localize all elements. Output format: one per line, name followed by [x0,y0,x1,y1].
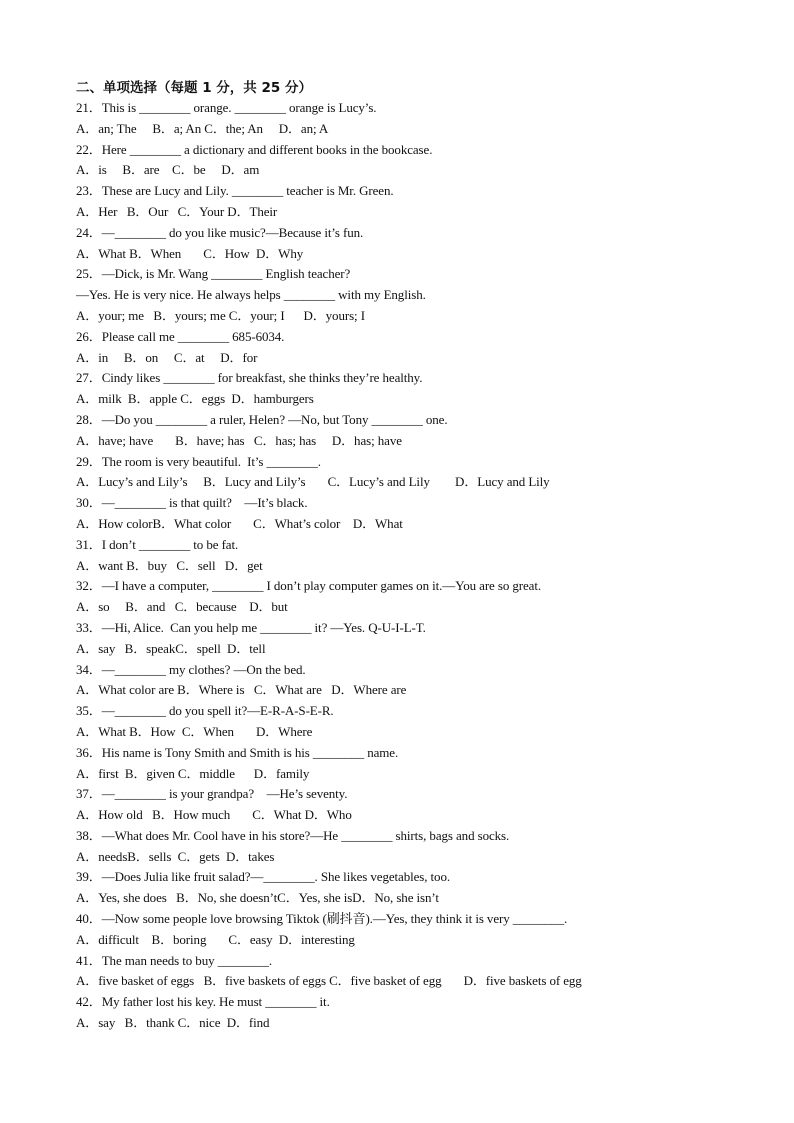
options-35: A．What B．How C．When D．Where [76,723,313,739]
options-39: A．Yes, she does B．No, she doesn’tC．Yes, she isD．No, she isn’t [76,890,439,906]
question-41: 41．The man needs to buy ________. [76,952,273,968]
question-28: 28．—Do you ________ a ruler, Helen? —No, but Tony ________ one. [76,411,448,427]
options-40: A．difficult B．boring C．easy D．interesting [76,931,355,947]
question-40: 40．—Now some people love browsing Tiktok (刷抖音).—Yes, they think it is very ________. [76,911,568,927]
question-34: 34．—________ my clothes? —On the bed. [76,661,306,677]
question-24: 24．—________ do you like music?—Because it’s fun. [76,224,364,240]
question-35: 35．—________ do you spell it?—E-R-A-S-E-R. [76,703,334,719]
options-37: A．How old B．How much C．What D．Who [76,807,352,823]
options-22: A．is B．are C．be D．am [76,162,260,178]
question-22: 22．Here ________ a dictionary and different books in the bookcase. [76,141,433,157]
question-25: 25．—Dick, is Mr. Wang ________ English teacher? [76,266,351,282]
question-23: 23．These are Lucy and Lily. ________ teacher is Mr. Green. [76,183,394,199]
options-23: A．Her B．Our C．Your D．Their [76,203,278,219]
options-42: A．say B．thank C．nice D．find [76,1015,270,1031]
options-33: A．say B．speakC．spell D．tell [76,640,266,656]
options-31: A．want B．buy C．sell D．get [76,557,263,573]
options-36: A．first B．given C．middle D．family [76,765,310,781]
options-34: A．What color are B．Where is C．What are D．Where are [76,682,407,698]
options-41: A．five basket of eggs B．five baskets of eggs C．five basket of egg D．five baskets of egg [76,973,582,989]
options-28: A．have; have B．have; has C．has; has D．has; have [76,432,402,448]
options-30: A．How colorB．What color C．What’s color D．What [76,515,403,531]
options-21: A．an; The B．a; An C．the; An D．an; A [76,120,329,136]
options-38: A．needsB．sells C．gets D．takes [76,848,275,864]
section-heading: 二、单项选择（每题 1 分，共 25 分） [76,80,312,96]
question-30: 30．—________ is that quilt? —It’s black. [76,495,308,511]
question-25-line-2: —Yes. He is very nice. He always helps ________ with my English. [76,287,426,303]
question-38: 38．—What does Mr. Cool have in his store?—He ________ shirts, bags and socks. [76,827,510,843]
options-24: A．What B．When C．How D．Why [76,245,304,261]
question-31: 31．I don’t ________ to be fat. [76,536,239,552]
question-32: 32．—I have a computer, ________ I don’t play computer games on it.—You are so great. [76,578,542,594]
options-29: A．Lucy’s and Lily’s B．Lucy and Lily’s C．Lucy’s and Lily D．Lucy and Lily [76,474,550,490]
options-25: A．your; me B．yours; me C．your; I D．yours; I [76,307,365,323]
question-33: 33．—Hi, Alice. Can you help me ________ it? —Yes. Q-U-I-L-T. [76,619,426,635]
question-42: 42．My father lost his key. He must ________ it. [76,994,330,1010]
question-29: 29．The room is very beautiful. It’s ________. [76,453,321,469]
options-32: A．so B．and C．because D．but [76,599,288,615]
question-36: 36．His name is Tony Smith and Smith is his ________ name. [76,744,399,760]
question-37: 37．—________ is your grandpa? —He’s seventy. [76,786,348,802]
question-26: 26．Please call me ________ 685-6034. [76,328,285,344]
question-39: 39．—Does Julia like fruit salad?—________. She likes vegetables, too. [76,869,451,885]
question-27: 27．Cindy likes ________ for breakfast, she thinks they’re healthy. [76,370,423,386]
options-27: A．milk B．apple C．eggs D．hamburgers [76,391,314,407]
options-26: A．in B．on C．at D．for [76,349,258,365]
question-section [76,77,756,1034]
question-21: 21．This is ________ orange. ________ orange is Lucy’s. [76,100,377,115]
